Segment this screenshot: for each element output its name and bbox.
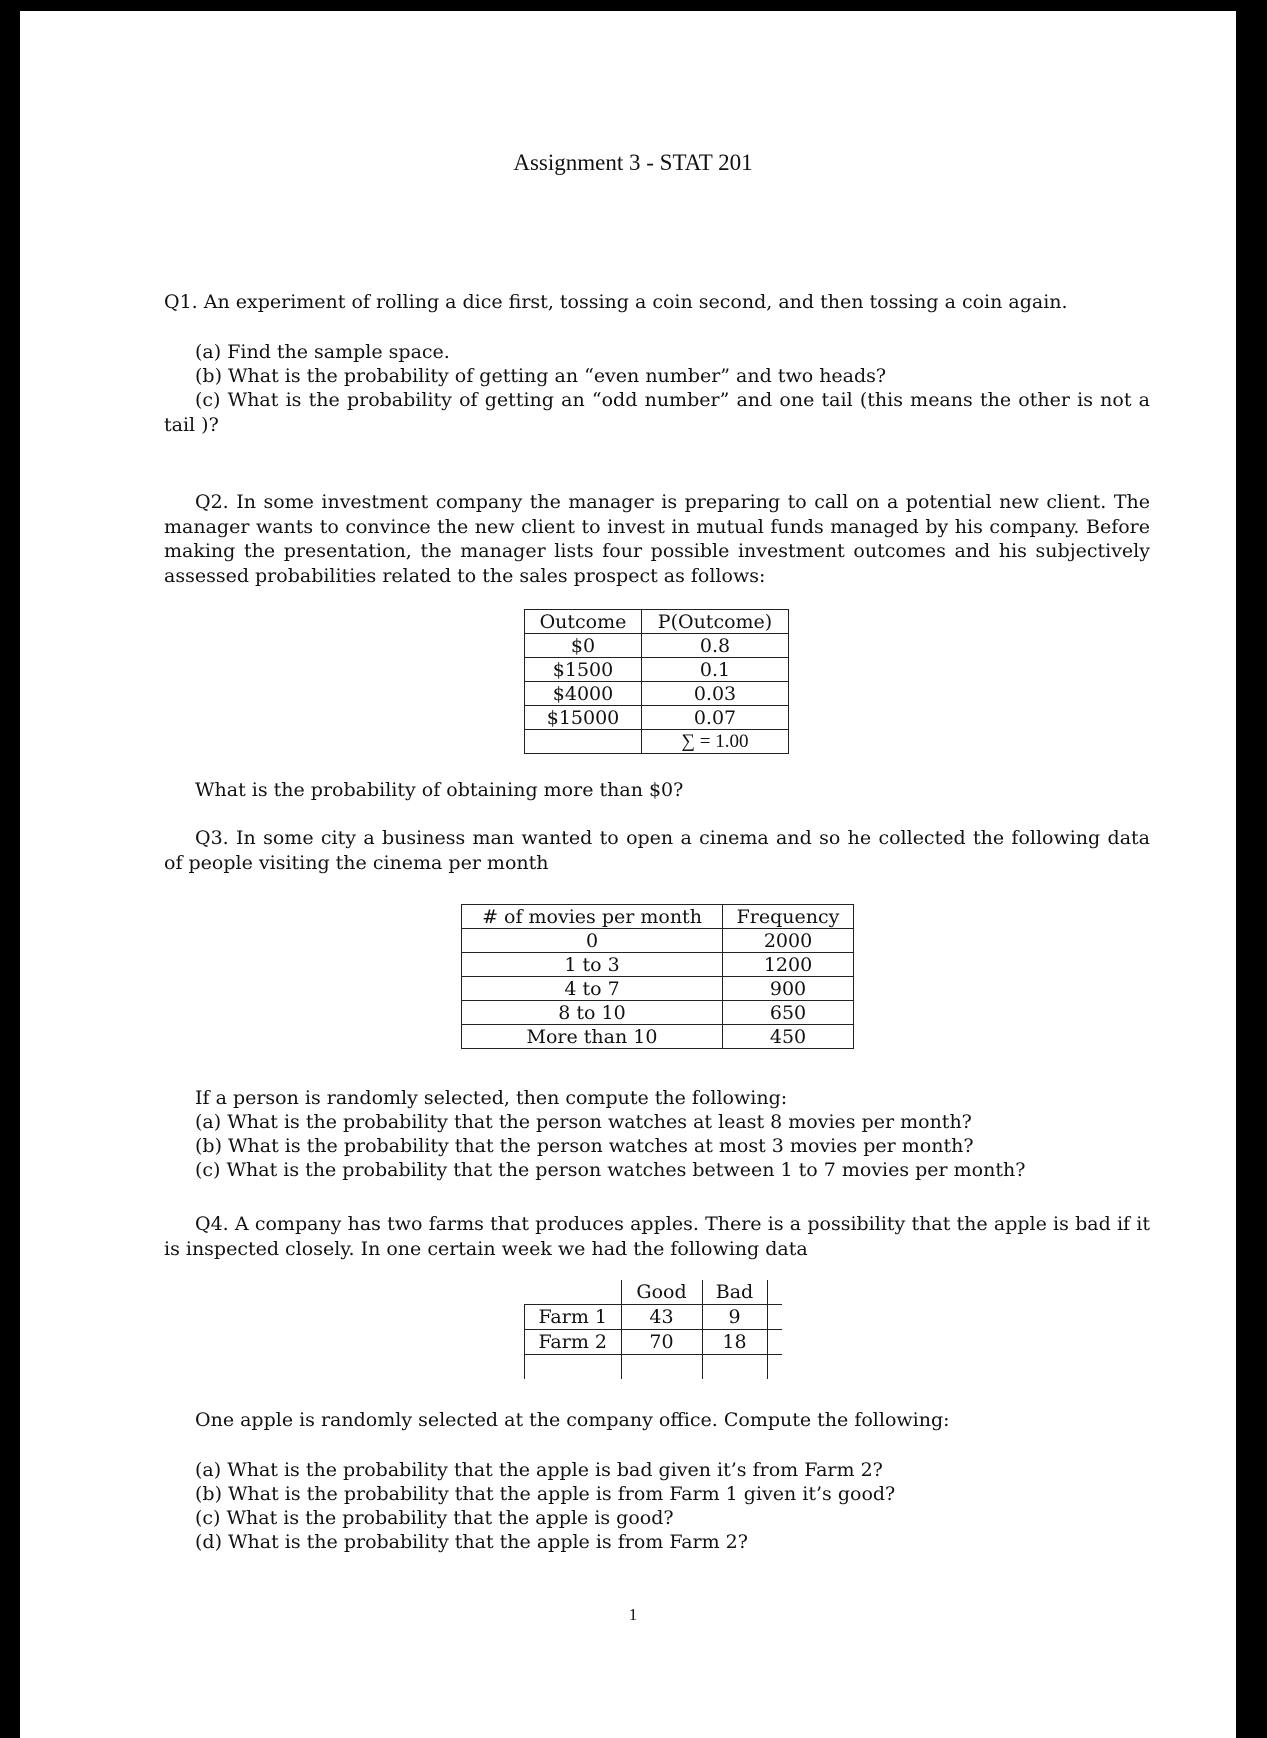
q1-stem: Q1. An experiment of rolling a dice first, tossing a coin second, and then tossing a coin again. (164, 291, 1068, 313)
q3-part-c: (c) What is the probability that the person watches between 1 to 7 movies per month? (195, 1159, 1026, 1181)
table-row (525, 1330, 782, 1355)
header-bad: Bad (702, 1280, 767, 1305)
q4-stem: Q4. A company has two farms that produces apples. There is a possibility that the apple is bad if it is inspected closely. In one certain week we had the following data (164, 1213, 1150, 1260)
farm-apples-table (524, 1280, 782, 1379)
table-row (525, 706, 789, 730)
table-row (462, 929, 854, 953)
probability-cell: 0.1 (642, 658, 789, 682)
probability-cell: 0.07 (642, 706, 789, 730)
movies-cell: 8 to 10 (462, 1001, 723, 1025)
table-header-row (462, 905, 854, 929)
header-probability: P(Outcome) (642, 610, 789, 634)
q4-part-d: (d) What is the probability that the apple is from Farm 2? (195, 1531, 748, 1553)
header-good: Good (621, 1280, 702, 1305)
q1-part-c: (c) What is the probability of getting an “odd number” and one tail (this means the other is not a tail )? (164, 389, 1150, 436)
q4-part-a: (a) What is the probability that the apple is bad given it’s from Farm 2? (195, 1459, 883, 1481)
header-movies: # of movies per month (462, 905, 723, 929)
outcome-cell: $1500 (525, 658, 642, 682)
empty-cell (621, 1355, 702, 1380)
table-row (525, 1305, 782, 1330)
trailing-cell (767, 1305, 782, 1330)
header-outcome: Outcome (525, 610, 642, 634)
table-row (525, 634, 789, 658)
frequency-cell: 650 (723, 1001, 854, 1025)
header-frequency: Frequency (723, 905, 854, 929)
table-row (462, 1001, 854, 1025)
table-sum-row (525, 730, 789, 754)
movies-frequency-table (461, 904, 854, 1049)
table-row (462, 1025, 854, 1049)
movies-cell: 1 to 3 (462, 953, 723, 977)
movies-cell: More than 10 (462, 1025, 723, 1049)
farm-cell: Farm 1 (525, 1305, 622, 1330)
outcome-cell: $0 (525, 634, 642, 658)
trailing-cell (767, 1330, 782, 1355)
probability-cell: 0.03 (642, 682, 789, 706)
outcome-cell: $4000 (525, 682, 642, 706)
probability-cell: 0.8 (642, 634, 789, 658)
q4-intro: One apple is randomly selected at the company office. Compute the following: (195, 1409, 950, 1431)
table-row (525, 658, 789, 682)
q4-part-b: (b) What is the probability that the apple is from Farm 1 given it’s good? (195, 1483, 896, 1505)
frequency-cell: 900 (723, 977, 854, 1001)
q3-part-b: (b) What is the probability that the person watches at most 3 movies per month? (195, 1135, 974, 1157)
page-number: 1 (628, 1605, 638, 1624)
outcome-probability-table (524, 609, 789, 754)
farm-cell: Farm 2 (525, 1330, 622, 1355)
empty-cell (702, 1355, 767, 1380)
q4-part-c: (c) What is the probability that the apple is good? (195, 1507, 674, 1529)
sum-cell: ∑ = 1.00 (642, 730, 789, 754)
empty-cell (767, 1355, 782, 1380)
q2-question: What is the probability of obtaining more than $0? (195, 779, 684, 801)
table-empty-row (525, 1355, 782, 1380)
good-cell: 43 (621, 1305, 702, 1330)
frequency-cell: 1200 (723, 953, 854, 977)
empty-cell (525, 730, 642, 754)
table-header-row (525, 1280, 782, 1305)
q3-stem: Q3. In some city a business man wanted to open a cinema and so he collected the following data of people visiting the cinema per month (164, 827, 1150, 874)
good-cell: 70 (621, 1330, 702, 1355)
q2-stem: Q2. In some investment company the manager is preparing to call on a potential new client. The manager wants to convince the new client to invest in mutual funds managed by his company. Before making the presentation, the manager lists four possible investment outcomes and his subjectively assessed probabilities related to the sales prospect as follows: (164, 491, 1150, 587)
table-row (462, 953, 854, 977)
table-row (462, 977, 854, 1001)
q3-part-a: (a) What is the probability that the person watches at least 8 movies per month? (195, 1111, 972, 1133)
q1-part-b: (b) What is the probability of getting an “even number” and two heads? (195, 365, 887, 387)
movies-cell: 0 (462, 929, 723, 953)
table-header-row (525, 610, 789, 634)
header-blank (525, 1280, 622, 1305)
movies-cell: 4 to 7 (462, 977, 723, 1001)
bad-cell: 9 (702, 1305, 767, 1330)
outcome-cell: $15000 (525, 706, 642, 730)
q3-intro: If a person is randomly selected, then compute the following: (195, 1087, 788, 1109)
frequency-cell: 2000 (723, 929, 854, 953)
trailing-cell (767, 1280, 782, 1305)
frequency-cell: 450 (723, 1025, 854, 1049)
empty-cell (525, 1355, 622, 1380)
bad-cell: 18 (702, 1330, 767, 1355)
table-row (525, 682, 789, 706)
page-title: Assignment 3 - STAT 201 (513, 150, 753, 175)
q1-part-a: (a) Find the sample space. (195, 341, 450, 363)
